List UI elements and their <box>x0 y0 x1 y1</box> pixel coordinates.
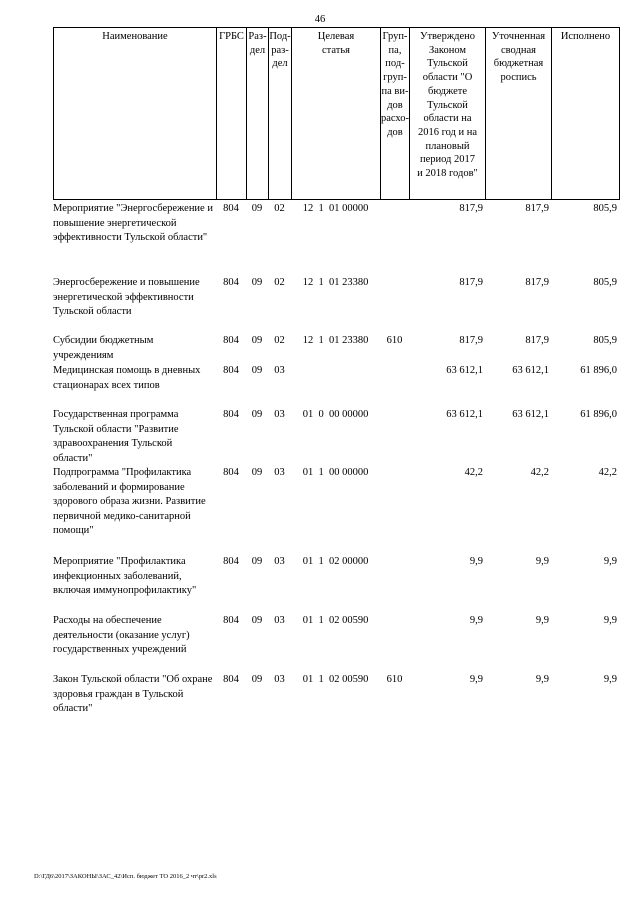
row-refined: 9,9 <box>535 615 549 626</box>
row-grbs: 804 <box>223 556 239 567</box>
row-grbs: 804 <box>223 615 239 626</box>
row-grbs: 804 <box>223 277 239 288</box>
row-approved: 42,2 <box>464 467 483 478</box>
row-rz: 09 <box>251 674 263 685</box>
row-csr: 12 1 01 23380 <box>302 277 369 288</box>
row-refined: 9,9 <box>535 556 549 567</box>
row-rz: 09 <box>251 409 263 420</box>
row-pr: 03 <box>274 365 285 376</box>
table-row <box>53 364 619 408</box>
row-refined: 42,2 <box>530 467 549 478</box>
row-rz: 09 <box>251 277 263 288</box>
row-grbs: 804 <box>223 409 239 420</box>
row-approved: 9,9 <box>469 615 483 626</box>
row-refined: 817,9 <box>525 203 549 214</box>
row-executed: 805,9 <box>593 203 617 214</box>
row-approved: 63 612,1 <box>446 365 483 376</box>
header-csr: Целевая статья <box>292 28 381 200</box>
header-approved: Утверждено Законом Тульской области "О бюджете Тульской области на 2016 год и на плановый период 2017 и 2018 годов" <box>410 28 486 200</box>
row-pr: 03 <box>274 674 285 685</box>
page-number: 46 <box>314 14 326 25</box>
row-vr: 610 <box>386 674 403 685</box>
row-refined: 817,9 <box>525 335 549 346</box>
row-approved: 9,9 <box>469 674 483 685</box>
row-name: Субсидии бюджетным учреждениям <box>53 335 154 361</box>
row-vr: 610 <box>386 335 403 346</box>
row-pr: 02 <box>274 335 285 346</box>
row-pr: 03 <box>274 409 285 420</box>
table-row <box>53 466 619 552</box>
row-executed: 61 896,0 <box>580 365 617 376</box>
row-csr: 01 0 00 00000 <box>302 409 369 420</box>
table-row <box>53 334 619 364</box>
row-refined: 63 612,1 <box>512 365 549 376</box>
row-name: Государственная программа Тульской области "Развитие здравоохранения Тульской области" <box>53 409 179 464</box>
row-name: Подпрограмма "Профилактика заболеваний и формирование здорового образа жизни. Развитие первичной медико-санитарной помощи" <box>53 467 206 537</box>
row-rz: 09 <box>251 335 263 346</box>
row-approved: 9,9 <box>469 556 483 567</box>
row-executed: 805,9 <box>593 277 617 288</box>
row-grbs: 804 <box>223 365 239 376</box>
row-name: Энергосбережение и повышение энергетической эффективности Тульской области <box>53 277 200 318</box>
table-row <box>53 276 619 334</box>
row-rz: 09 <box>251 467 263 478</box>
row-pr: 03 <box>274 615 285 626</box>
row-csr: 12 1 01 23380 <box>302 335 369 346</box>
row-csr: 01 1 02 00590 <box>302 674 369 685</box>
row-executed: 61 896,0 <box>580 409 617 420</box>
row-executed: 9,9 <box>603 615 617 626</box>
row-name: Закон Тульской области "Об охране здоровья граждан в Тульской области" <box>53 674 213 715</box>
row-executed: 9,9 <box>603 556 617 567</box>
row-csr: 01 1 00 00000 <box>302 467 369 478</box>
row-pr: 02 <box>274 203 285 214</box>
header-podrazdel: Под- раз- дел <box>269 28 292 200</box>
row-name: Медицинская помощь в дневных стационарах всех типов <box>53 365 201 391</box>
row-grbs: 804 <box>223 467 239 478</box>
row-executed: 805,9 <box>593 335 617 346</box>
row-executed: 42,2 <box>598 467 617 478</box>
table-row <box>53 202 619 272</box>
table-header <box>53 27 620 200</box>
header-name: Наименование <box>54 28 217 200</box>
row-approved: 817,9 <box>459 203 483 214</box>
table-row <box>53 408 619 466</box>
row-grbs: 804 <box>223 203 239 214</box>
row-name: Расходы на обеспечение деятельности (оказание услуг) государственных учреждений <box>53 615 190 656</box>
row-csr: 12 1 01 00000 <box>302 203 369 214</box>
footer-file-path: D:\ГД6\2017\ЗАКОНЫ\ЗАС_42\Исп. бюджет ТО 2016_2 чт\pr2.xls <box>34 873 217 880</box>
row-refined: 9,9 <box>535 674 549 685</box>
row-csr: 01 1 02 00000 <box>302 556 369 567</box>
row-executed: 9,9 <box>603 674 617 685</box>
row-pr: 03 <box>274 556 285 567</box>
header-executed: Исполнено <box>552 28 620 200</box>
header-refined: Уточненная сводная бюджетная роспись <box>486 28 552 200</box>
header-vr: Груп- па, под- груп- па ви- дов расхо- дов <box>381 28 410 200</box>
row-refined: 63 612,1 <box>512 409 549 420</box>
row-refined: 817,9 <box>525 277 549 288</box>
table-row <box>53 614 619 664</box>
row-rz: 09 <box>251 615 263 626</box>
header-razdel: Раз- дел <box>247 28 269 200</box>
header-grbs: ГРБС <box>217 28 247 200</box>
row-grbs: 804 <box>223 335 239 346</box>
row-rz: 09 <box>251 556 263 567</box>
table-row <box>53 673 619 723</box>
row-approved: 63 612,1 <box>446 409 483 420</box>
row-pr: 03 <box>274 467 285 478</box>
row-pr: 02 <box>274 277 285 288</box>
row-rz: 09 <box>251 365 263 376</box>
row-approved: 817,9 <box>459 277 483 288</box>
row-rz: 09 <box>251 203 263 214</box>
row-grbs: 804 <box>223 674 239 685</box>
table-row <box>53 555 619 613</box>
row-name: Мероприятие "Энергосбережение и повышение энергетической эффективности Тульской области" <box>53 203 213 244</box>
row-name: Мероприятие "Профилактика инфекционных заболеваний, включая иммунопрофилактику" <box>53 556 197 597</box>
row-approved: 817,9 <box>459 335 483 346</box>
row-csr: 01 1 02 00590 <box>302 615 369 626</box>
